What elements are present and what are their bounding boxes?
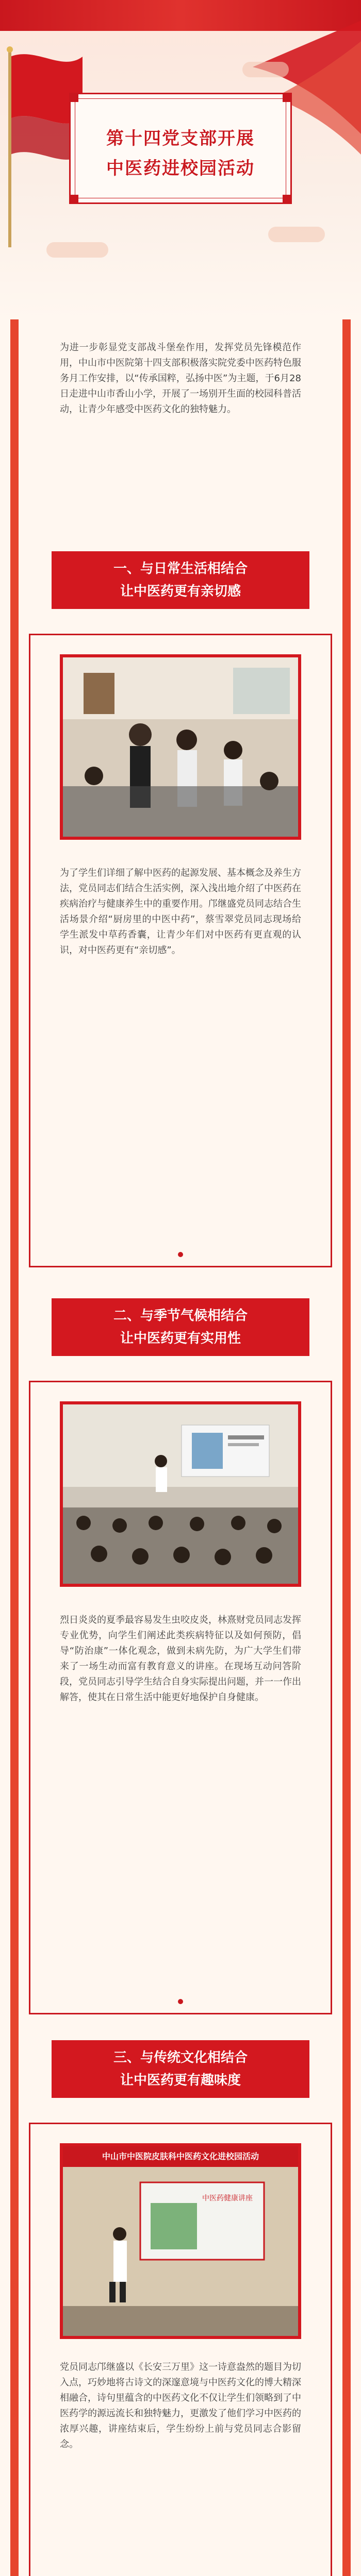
photo-3-caption: 中山市中医院皮肤科中医药文化进校园活动 [63, 2146, 298, 2167]
lecture-hall-image [63, 1404, 298, 1584]
page-title-line2: 中医药进校园活动 [106, 158, 255, 179]
title-frame [69, 93, 292, 204]
section-3-paragraph: 党员同志邝继盛以《长安三万里》这一诗意盎然的题目为切入点，巧妙地将古诗文的深邃意境与中医药文化的博大精深相融合，诗句里蕴含的中医药文化不仅让学生们领略到了中医药学的源远流长和独特魅力，更激发了他们学习中医药的浓厚兴趣，讲座结束后，学生纷纷上前与党员同志合影留念。 [60, 2362, 301, 2450]
svg-text:中医药健康讲座: 中医药健康讲座 [202, 2194, 253, 2202]
section-2-photo [60, 1401, 301, 1587]
section-2-subtitle: 让中医药更有实用性 [120, 1331, 241, 1346]
section-1-photo [60, 654, 301, 840]
section-3-photo [60, 2143, 301, 2339]
cloud-decoration [242, 62, 289, 77]
section-3-banner [52, 2040, 309, 2098]
section-3-title: 三、与传统文化相结合 [113, 2050, 248, 2065]
section-1-paragraph: 为了学生们详细了解中医药的起源发展、基本概念及养生方法，党员同志们结合生活实例，深入浅出地介绍了中医药在疾病治疗与健康养生中的重要作用。邝继盛党员同志结合生活场景介绍“厨房里的中医中药”，蔡雪翠党员同志现场给学生派发中草药香囊，让青少年们对中医药有更直观的认识，对中医药更有“亲切感”。 [60, 868, 301, 956]
section-2-banner [52, 1298, 309, 1356]
section-1-subtitle: 让中医药更有亲切感 [120, 584, 241, 599]
stage-lecture-image [63, 2146, 298, 2336]
left-border-ornament [10, 319, 19, 2576]
classroom-scene-image [63, 657, 298, 837]
cloud-decoration [46, 242, 108, 258]
section-2-title: 二、与季节气候相结合 [113, 1308, 248, 1324]
cloud-decoration [268, 227, 325, 242]
page-title-line1: 第十四党支部开展 [106, 128, 255, 149]
lantern-ornament [178, 1252, 183, 1257]
right-border-ornament [342, 319, 351, 2576]
section-1-title: 一、与日常生活相结合 [113, 561, 248, 577]
lantern-ornament [178, 1999, 183, 2004]
section-2-paragraph: 烈日炎炎的夏季最容易发生虫咬皮炎，林熹财党员同志发挥专业优势，向学生们阐述此类疾病特征以及如何预防，倡导“防治康”一体化观念，做到未病先防，为广大学生们带来了一场生动而富有教育意义的讲座。在现场互动问答阶段，党员同志引导学生结合自身实际提出问题，并一一作出解答，使其在日常生活中能更好地保护自身健康。 [60, 1615, 301, 1703]
section-3-subtitle: 让中医药更有趣味度 [120, 2073, 241, 2088]
intro-paragraph: 为进一步彰显党支部战斗堡垒作用，发挥党员先锋模范作用，中山市中医院第十四支部积极落实院党委中医药特色服务月工作安排，以“传承国粹，弘扬中医”为主题，于6月28日走进中山市香山小学，开展了一场别开生面的校园科普活动，让青少年感受中医药文化的独特魅力。 [60, 342, 301, 415]
header-banner [0, 0, 361, 319]
section-1-banner [52, 551, 309, 609]
